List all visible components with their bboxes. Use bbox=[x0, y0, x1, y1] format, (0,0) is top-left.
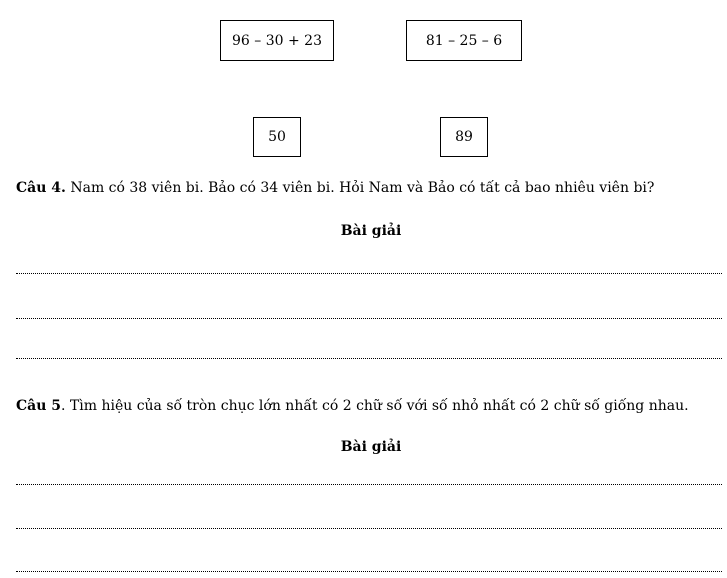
result-box-1: 50 bbox=[253, 117, 301, 157]
expression-box-1: 96 – 30 + 23 bbox=[220, 20, 334, 61]
question-5-text: . Tìm hiệu của số tròn chục lớn nhất có 2 chữ số với số nhỏ nhất có 2 chữ số giống nhau. bbox=[61, 398, 689, 414]
answer-line bbox=[16, 358, 722, 359]
answer-line bbox=[16, 571, 722, 572]
question-5 bbox=[16, 398, 689, 414]
question-4-label: Câu 4. bbox=[16, 180, 66, 196]
answer-line bbox=[16, 273, 722, 274]
solution-heading-q5: Bài giải bbox=[340, 439, 402, 455]
answer-line bbox=[16, 318, 722, 319]
question-4 bbox=[16, 180, 654, 196]
question-5-label: Câu 5 bbox=[16, 398, 62, 414]
result-box-2: 89 bbox=[440, 117, 488, 157]
solution-heading-q4: Bài giải bbox=[340, 223, 402, 239]
answer-line bbox=[16, 528, 722, 529]
answer-line bbox=[16, 484, 722, 485]
question-4-text: Nam có 38 viên bi. Bảo có 34 viên bi. Hỏi Nam và Bảo có tất cả bao nhiêu viên bi? bbox=[65, 180, 655, 196]
expression-box-2: 81 – 25 – 6 bbox=[406, 20, 522, 61]
